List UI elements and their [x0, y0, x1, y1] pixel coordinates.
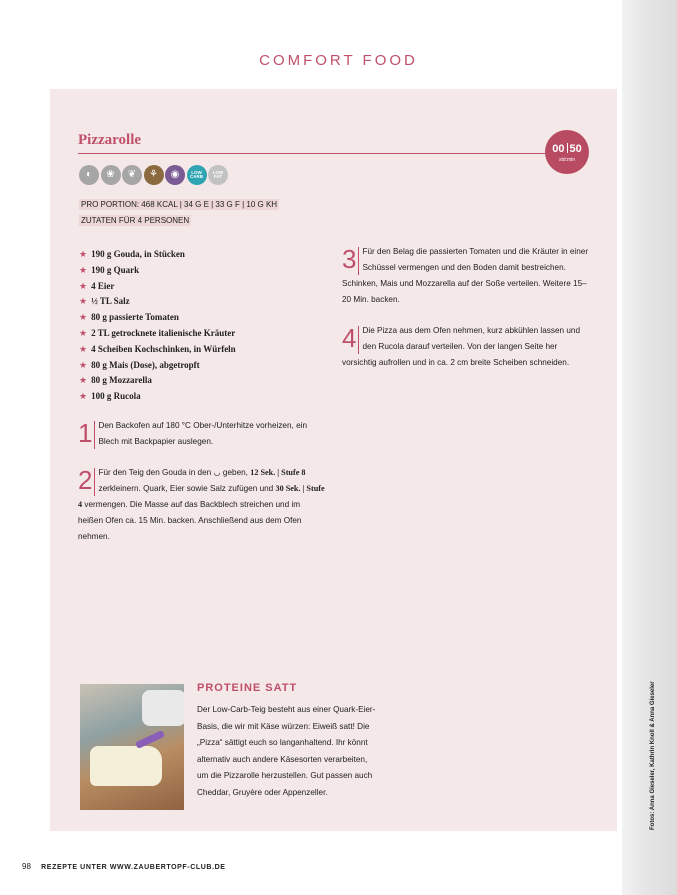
step-number: 2 — [78, 465, 93, 495]
ingredient-item: ★ 190 g Quark — [79, 264, 140, 275]
page-number: 98 — [22, 862, 31, 871]
tip-title: PROTEINE SATT — [197, 682, 298, 694]
ingredient-list — [79, 247, 236, 405]
recipe-title: Pizzarolle — [78, 132, 142, 148]
low-carb-icon — [187, 165, 207, 185]
footer-url: REZEPTE UNTER WWW.ZAUBERTOPF-CLUB.DE — [41, 864, 226, 871]
ingredient-item: ★ 80 g Mozzarella — [79, 375, 152, 386]
ingredient-item: ★ 100 g Rucola — [79, 391, 141, 402]
step-number: 1 — [78, 418, 93, 448]
step-text: Für den Belag die passierten Tomaten und die Kräuter in einer Schüssel vermengen und den Boden damit bestreichen. Schinken, Mais und Mozzarella auf der Soße verteilen. Weitere 15–20 Min. backen. — [342, 247, 589, 304]
step-1 — [78, 418, 323, 450]
dough-sheet — [90, 746, 162, 786]
page-footer — [22, 862, 226, 871]
low-fat-top: LOW — [212, 169, 224, 175]
ingredient-item: ★ 4 Scheiben Kochschinken, in Würfeln — [79, 343, 236, 354]
ingredient-item: ★ 190 g Gouda, in Stücken — [79, 249, 185, 259]
timer-minutes: 50 — [569, 143, 582, 155]
title-rule — [78, 153, 548, 154]
diet-icons — [79, 165, 228, 185]
nutrition-info: PRO PORTION: 468 KCAL | 34 G E | 33 G F | 10 G KH — [81, 200, 278, 209]
no-gluten-icon: ❀ — [101, 165, 121, 185]
section-title: COMFORT FOOD — [259, 52, 418, 69]
vegetarian-icon: ❦ — [122, 165, 142, 185]
step-2: 2 Für den Teig den Gouda in den ◡ geben, 12 Sek. | Stufe 8 zerkleinern. Quark, Eier sowie Salz zufügen und 30 Sek. | Stufe 4 vermengen. Die Masse auf das Backblech streichen und im heißen Ofen ca. 15 Min. backen. Anschließend aus dem Ofen nehmen. — [78, 465, 325, 541]
egg-icon: ◉ — [165, 165, 185, 185]
servings-info: ZUTATEN FÜR 4 PERSONEN — [81, 216, 190, 225]
step-3 — [342, 244, 592, 308]
step-number: 4 — [342, 323, 357, 353]
step-text: Die Pizza aus dem Ofen nehmen, kurz abkühlen lassen und den Rucola darauf verteilen. Von der langen Seite her vorsichtig aufrollen und in ca. 2 cm breite Scheiben schneiden. — [342, 326, 581, 367]
photo-credit: Fotos: Anna Gieseler, Kathrin Knoll & Anna Gieseler — [650, 681, 656, 830]
nutrition-block — [79, 199, 279, 231]
no-bake-icon: ⚘ — [144, 165, 164, 185]
timer-hours: 00 — [552, 143, 565, 155]
ingredient-item: ★ 2 TL getrocknete italienische Kräuter — [79, 327, 236, 338]
thermomix-machine — [142, 690, 184, 726]
tip-text: Der Low-Carb-Teig besteht aus einer Quark-Eier-Basis, die wir mit Käse würzen: Eiweiß satt! Die „Pizza“ sättigt euch so langanhaltend. Ihr könnt alternativ auch andere Käsesorten verarbeiten, um die Pizzarolle herzustellen. Gut passen auch Cheddar, Gruyère oder Appenzeller. — [197, 705, 376, 797]
timer-unit: std:min — [558, 157, 576, 163]
timer-badge — [545, 130, 589, 174]
thermomix-icon: ◐ — [79, 165, 99, 185]
ingredient-item: ★ 80 g passierte Tomaten — [79, 312, 179, 323]
step-4 — [342, 323, 592, 371]
tip-photo — [80, 684, 184, 810]
low-carb-top: LOW — [191, 169, 202, 175]
low-fat-bottom: FAT — [213, 174, 223, 179]
ingredient-item: ★ ½ TL Salz — [79, 296, 130, 307]
low-carb-bottom: CARB — [190, 174, 203, 179]
step-text: Den Backofen auf 180 °C Ober-/Unterhitze vorheizen, ein Blech mit Backpapier auslegen. — [98, 421, 307, 446]
low-fat-icon — [208, 165, 228, 185]
mixing-bowl-icon: ◡ — [213, 468, 221, 477]
ingredient-item: ★ 80 g Mais (Dose), abgetropft — [79, 359, 200, 370]
step-number: 3 — [342, 244, 357, 274]
ingredient-item: ★ 4 Eier — [79, 280, 115, 291]
